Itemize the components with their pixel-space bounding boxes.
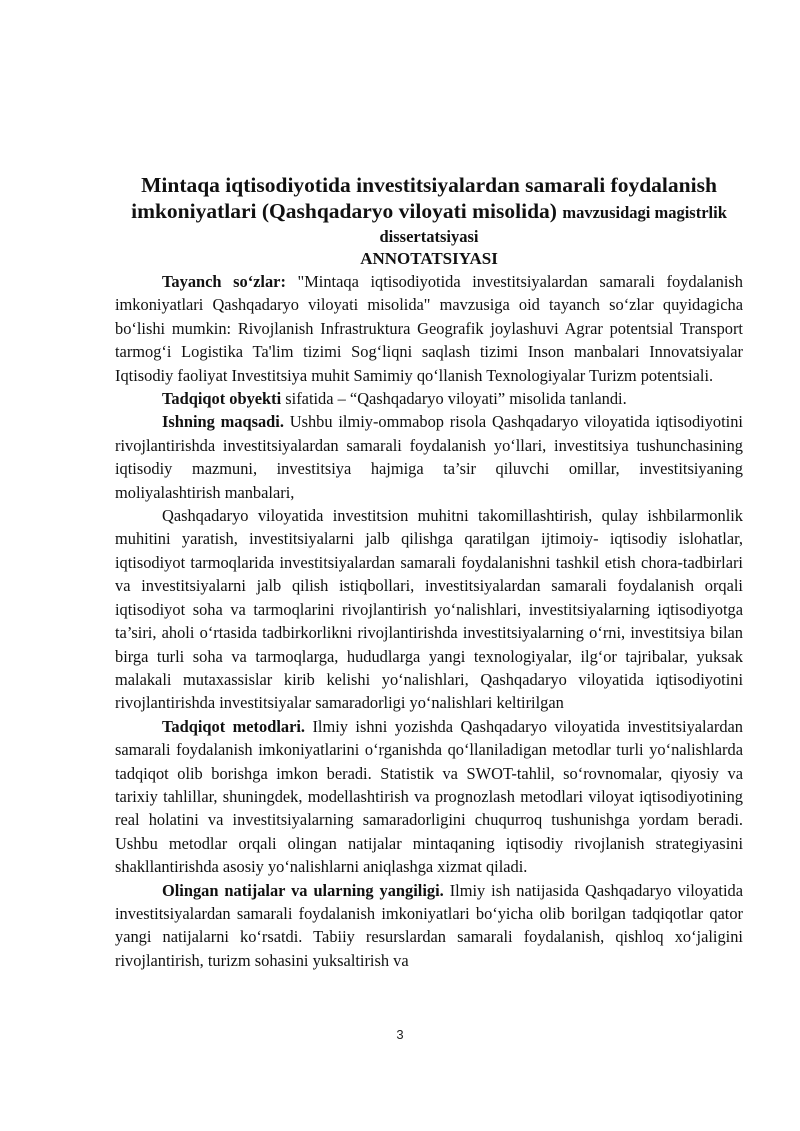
annotation-heading: ANNOTATSIYASI (360, 249, 498, 268)
paragraph-methods (115, 715, 743, 879)
methods-text: Ilmiy ishni yozishda Qashqadaryo viloyatida investitsiyalardan samarali foydalanish imkoniyatlarini o‘rganishda qo‘llaniladigan metodlar turli yo‘nalishlarda tadqiqot olib borishga imkon beradi. Statistik va SWOT-tahlil, so‘rovnomalar, qiyosiy va tarixiy tahlillar, shuningdek, modellashtirish va prognozlash metodlari viloyat iqtisodiyotining real holatini va investitsiyalarning samaradorligini chuqurroq tushunishga yordam beradi. Ushbu metodlar orqali olingan natijalar mintaqaning iqtisodiy rivojlanish strategiyasini shakllantirishda asosiy yo‘nalishlarni aniqlashga xizmat qiladi. (115, 716, 744, 877)
paragraph-results (115, 879, 743, 973)
paragraph-keywords (115, 270, 743, 387)
object-label: Tadqiqot obyekti (162, 389, 282, 409)
document-title (115, 172, 743, 226)
title-main: Mintaqa iqtisodiyotida investitsiyalardan samarali foydalanish imkoniyatlari (Qashqadaryo viloyati misolida) (131, 173, 717, 223)
page-number: 3 (396, 1027, 404, 1042)
results-label: Olingan natijalar va ularning yangiligi. (162, 880, 444, 900)
goal-text: Ushbu ilmiy-ommabop risola Qashqadaryo viloyatida iqtisodiyotini rivojlantirishda investitsiyalardan samarali foydalanish yo‘llari, investitsiya tushunchasining iqtisodiy mazmuni, investitsiya hajmiga ta’sir qiluvchi omillar, investitsiyaning moliyalashtirish manbalari, (115, 412, 743, 502)
keywords-label: Tayanch so‘zlar: (162, 272, 286, 291)
methods-label: Tadqiqot metodlari. (162, 716, 306, 736)
paragraph-object (115, 387, 743, 410)
paragraph-goal-continued: Qashqadaryo viloyatida investitsion muhitni takomillashtirish, qulay ishbilarmonlik muhitini yaratish, investitsiyalarni jalb qilishga qaratilgan ijtimoiy- iqtisodiy islohatlar, iqtisodiyot tarmoqlarida investitsiyalardan samarali foydalanishni tashkil etish chora-tadbirlari va investitsiyalarni jalb qilish istiqbollari, investitsiyalardan samarali foydalanish orqali iqtisodiyot soha va tarmoqlarini rivojlantirish yo‘nalishlari, investitsiyalarning iqtisodiyotga ta’siri, aholi o‘rtasida tadbirkorlikni rivojlantirishda investitsiyalarning o‘rni, investitsiya bilan birga turli soha va tarmoqlarga, hududlarga yangi texnologiyalar, ilg‘or tajribalar, yuksak malakali mutaxassislar kirib kelishi yo‘nalishlari, Qashqadaryo viloyatida iqtisodiyotini rivojlantirishda investitsiyalar samaradorligi yo‘nalishlari keltirilgan (115, 506, 743, 713)
title-suffix: mavzusidagi magistrlik (562, 203, 727, 222)
title-line3: dissertatsiyasi (379, 227, 479, 246)
document-body (115, 270, 743, 972)
object-text: sifatida – “Qashqadaryo viloyati” misolida tanlandi. (281, 389, 627, 409)
goal-label: Ishning maqsadi. (162, 412, 284, 432)
keywords-text: "Mintaqa iqtisodiyotida investitsiyalardan samarali foydalanish imkoniyatlari Qashqadaryo viloyati misolida" mavzusiga oid tayanch so‘zlar quyidagicha bo‘lishi mumkin: Rivojlanish Infrastruktura Geografik joylashuvi Agrar potentsial Transport tarmog‘i Logistika Ta'lim tizimi Sog‘liqni saqlash tizimi Inson manbalari Innovatsiyalar Iqtisodiy faoliyat Investitsiya muhit Samimiy qo‘llanish Texnologiyalar Turizm potentsiali. (115, 272, 744, 385)
results-text: Ilmiy ish natijasida Qashqadaryo viloyatida investitsiyalardan samarali foydalanish imkoniyatlari bo‘yicha olib borilgan tadqiqotlar qator yangi natijalarni ko‘rsatdi. Tabiiy resurslardan samarali foydalanish, qishloq xo‘jaligini rivojlantirish, turizm sohasini yuksaltirish va (115, 880, 743, 970)
paragraph-goal (115, 410, 743, 504)
